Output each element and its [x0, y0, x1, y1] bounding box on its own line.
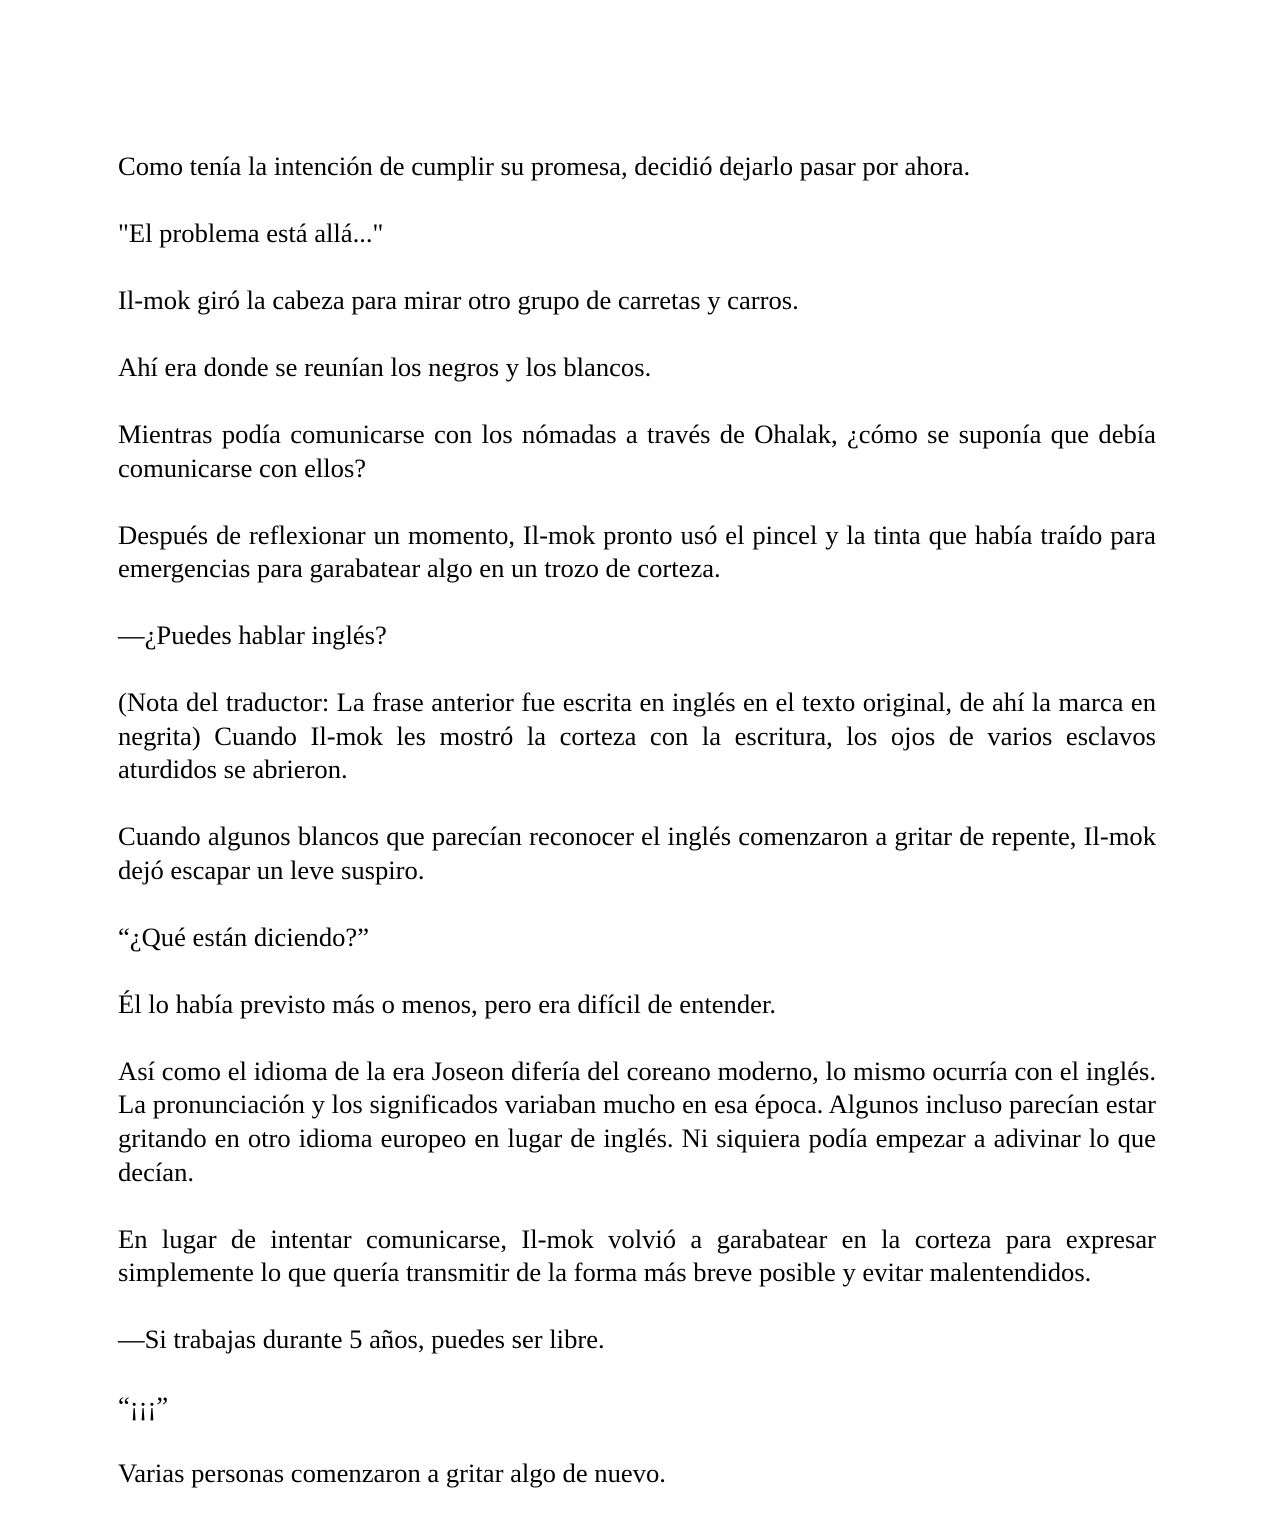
- paragraph: En lugar de intentar comunicarse, Il-mok volvió a garabatear en la corteza para expresar simplemente lo que quería transmitir de la forma más breve posible y evitar malentendidos.: [118, 1223, 1156, 1288]
- paragraph: “¿Qué están diciendo?”: [118, 921, 370, 952]
- paragraph: —Si trabajas durante 5 años, puedes ser libre.: [118, 1324, 605, 1355]
- paragraph: Mientras podía comunicarse con los nómadas a través de Ohalak, ¿cómo se suponía que debía comunicarse con ellos?: [118, 418, 1156, 483]
- paragraph: Varias personas comenzaron a gritar algo de nuevo.: [118, 1458, 666, 1489]
- paragraph: Ahí era donde se reunían los negros y los blancos.: [118, 351, 652, 382]
- paragraph: —¿Puedes hablar inglés?: [118, 620, 387, 651]
- paragraph: Cuando algunos blancos que parecían reconocer el inglés comenzaron a gritar de repente, Il-mok dejó escapar un leve suspiro.: [118, 821, 1156, 885]
- paragraph: Como tenía la intención de cumplir su promesa, decidió dejarlo pasar por ahora.: [118, 151, 971, 181]
- paragraph: Él lo había previsto más o menos, pero era difícil de entender.: [118, 988, 776, 1019]
- paragraph: Así como el idioma de la era Joseon difería del coreano moderno, lo mismo ocurría con el inglés. La pronunciación y los significados variaban mucho en esa época. Algunos incluso parecían estar gritando en otro idioma europeo en lugar de inglés. Ni siquiera podía empezar a adivinar lo que decían.: [118, 1055, 1156, 1187]
- paragraph: Después de reflexionar un momento, Il-mok pronto usó el pincel y la tinta que había traído para emergencias para garabatear algo en un trozo de corteza.: [118, 519, 1156, 584]
- paragraph: "El problema está allá...": [118, 217, 384, 248]
- paragraph: “¡¡¡”: [118, 1391, 169, 1422]
- body-text: [118, 150, 1156, 1515]
- paragraph: Il-mok giró la cabeza para mirar otro grupo de carretas y carros.: [118, 284, 799, 315]
- paragraph: (Nota del traductor: La frase anterior fue escrita en inglés en el texto original, de ahí la marca en negrita) Cuando Il-mok les mostró la corteza con la escritura, los ojos de varios esclavos aturdidos se abrieron.: [118, 687, 1156, 785]
